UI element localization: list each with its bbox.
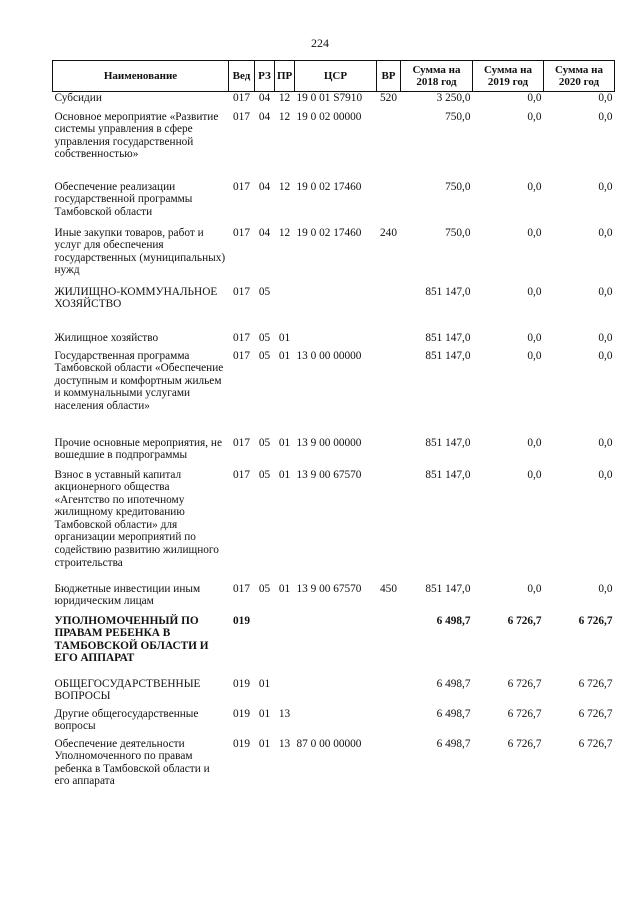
row-csr [295, 615, 377, 678]
row-sum-2018: 6 498,7 [436, 737, 471, 750]
row-sum-2019: 6 726,7 [507, 614, 542, 627]
header-pr: ПР [275, 61, 295, 92]
row-rz: 01 [258, 737, 271, 750]
row-sum-2020: 6 726,7 [578, 614, 613, 627]
row-sum-2020: 0,0 [598, 582, 613, 595]
row-vr [377, 332, 401, 350]
row-pr: 12 [278, 180, 291, 193]
row-csr: 13 9 00 67570 [296, 582, 362, 595]
row-sum-2020: 0,0 [598, 285, 613, 298]
row-name: Обеспечение реализации государственной программы Тамбовской области [54, 180, 193, 218]
row-csr: 13 0 00 00000 [296, 349, 362, 362]
header-csr: ЦСР [295, 61, 377, 92]
row-vr [377, 678, 401, 708]
table-row [53, 583, 615, 615]
row-ved: 017 [233, 226, 250, 239]
table-row [53, 332, 615, 350]
row-sum-2018: 750,0 [445, 226, 471, 239]
row-sum-2020: 6 726,7 [578, 707, 613, 720]
row-vr [377, 286, 401, 332]
header-vr: ВР [377, 61, 401, 92]
table-row [53, 350, 615, 437]
row-rz: 05 [258, 436, 271, 449]
header-ved: Вед [229, 61, 255, 92]
row-name: Жилищное хозяйство [54, 331, 159, 344]
row-pr: 01 [278, 468, 291, 481]
table-row [53, 469, 615, 583]
row-rz: 04 [258, 180, 271, 193]
row-name: Другие общегосударственные вопросы [54, 707, 199, 733]
row-rz: 05 [258, 349, 271, 362]
row-sum-2019: 6 726,7 [507, 677, 542, 690]
row-sum-2018: 851 147,0 [425, 436, 471, 449]
table-row [53, 738, 615, 798]
row-csr: 19 0 02 17460 [296, 226, 362, 239]
row-ved: 019 [233, 677, 250, 690]
row-name: Субсидии [54, 92, 102, 104]
row-csr: 19 0 02 00000 [296, 110, 362, 123]
row-name: Государственная программа Тамбовской области «Обеспечение доступным и комфортным жильем и коммунальными услугами населения области» [54, 349, 224, 412]
row-sum-2018: 6 498,7 [436, 677, 471, 690]
row-rz: 01 [258, 677, 271, 690]
row-vr [377, 708, 401, 738]
row-pr: 01 [278, 436, 291, 449]
row-sum-2018: 750,0 [445, 110, 471, 123]
row-sum-2019: 6 726,7 [507, 707, 542, 720]
header-sum-2020: Сумма на 2020 год [544, 61, 615, 92]
row-csr: 19 0 02 17460 [296, 180, 362, 193]
row-vr: 520 [380, 92, 397, 104]
row-sum-2019: 0,0 [527, 582, 542, 595]
header-name: Наименование [53, 61, 229, 92]
row-pr: 12 [278, 92, 291, 104]
row-pr: 13 [278, 707, 291, 720]
row-pr: 01 [278, 331, 291, 344]
table-row [53, 437, 615, 469]
row-rz: 04 [258, 92, 271, 104]
row-ved: 019 [233, 707, 250, 720]
row-vr [377, 350, 401, 437]
row-sum-2018: 6 498,7 [436, 707, 471, 720]
row-ved: 017 [233, 349, 250, 362]
row-pr [275, 678, 295, 708]
header-sum-2019: Сумма на 2019 год [473, 61, 544, 92]
row-csr [295, 678, 377, 708]
row-sum-2020: 0,0 [598, 226, 613, 239]
row-sum-2020: 0,0 [598, 349, 613, 362]
row-vr [377, 615, 401, 678]
row-sum-2019: 0,0 [527, 92, 542, 104]
row-pr: 13 [278, 737, 291, 750]
row-ved: 017 [233, 468, 250, 481]
row-sum-2020: 0,0 [598, 436, 613, 449]
row-rz: 05 [258, 468, 271, 481]
row-ved: 017 [233, 180, 250, 193]
table-row [53, 615, 615, 678]
row-vr: 450 [380, 582, 397, 595]
row-pr: 12 [278, 110, 291, 123]
row-name: Иные закупки товаров, работ и услуг для обеспечения государственных (муниципальных) нужд [54, 226, 226, 277]
row-csr: 19 0 01 S7910 [296, 92, 363, 104]
row-sum-2018: 851 147,0 [425, 468, 471, 481]
row-sum-2020: 0,0 [598, 92, 613, 104]
header-rz: РЗ [255, 61, 275, 92]
row-sum-2018: 750,0 [445, 180, 471, 193]
row-sum-2020: 0,0 [598, 110, 613, 123]
table-row [53, 111, 615, 181]
row-sum-2020: 0,0 [598, 180, 613, 193]
table-row [53, 181, 615, 227]
table-row [53, 92, 615, 111]
row-sum-2019: 6 726,7 [507, 737, 542, 750]
row-name: Прочие основные мероприятия, не вошедшие в подпрограммы [54, 436, 222, 462]
row-pr [275, 286, 295, 332]
row-sum-2020: 6 726,7 [578, 677, 613, 690]
budget-table [52, 60, 615, 798]
row-sum-2018: 851 147,0 [425, 285, 471, 298]
table-header-row [53, 61, 615, 92]
row-vr: 240 [380, 226, 397, 239]
page-number: 224 [311, 36, 329, 50]
row-vr [377, 437, 401, 469]
row-rz: 01 [258, 707, 271, 720]
row-rz [255, 615, 275, 678]
row-sum-2020: 0,0 [598, 468, 613, 481]
row-csr: 13 9 00 00000 [296, 436, 362, 449]
row-sum-2019: 0,0 [527, 468, 542, 481]
row-sum-2019: 0,0 [527, 331, 542, 344]
row-rz: 05 [258, 331, 271, 344]
row-vr [377, 111, 401, 181]
row-pr: 01 [278, 349, 291, 362]
row-sum-2019: 0,0 [527, 349, 542, 362]
row-sum-2020: 6 726,7 [578, 737, 613, 750]
table-row [53, 227, 615, 286]
row-rz: 04 [258, 110, 271, 123]
header-sum-2018: Сумма на 2018 год [401, 61, 473, 92]
row-csr [295, 708, 377, 738]
row-pr [275, 615, 295, 678]
row-ved: 017 [233, 92, 250, 104]
row-vr [377, 181, 401, 227]
row-ved: 019 [233, 737, 250, 750]
row-name: УПОЛНОМОЧЕННЫЙ ПО ПРАВАМ РЕБЕНКА В ТАМБОВСКОЙ ОБЛАСТИ И ЕГО АППАРАТ [54, 614, 209, 665]
table-row [53, 708, 615, 738]
row-name: Обеспечение деятельности Уполномоченного по правам ребенка в Тамбовской области и его аппарата [54, 737, 210, 788]
row-name: Бюджетные инвестиции иным юридическим лицам [54, 582, 201, 608]
row-sum-2020: 0,0 [598, 331, 613, 344]
row-vr [377, 738, 401, 798]
row-ved: 017 [233, 110, 250, 123]
row-sum-2018: 851 147,0 [425, 349, 471, 362]
row-ved: 017 [233, 285, 250, 298]
row-rz: 05 [258, 582, 271, 595]
row-vr [377, 469, 401, 583]
row-rz: 05 [258, 285, 271, 298]
row-ved: 017 [233, 582, 250, 595]
row-ved: 019 [233, 614, 250, 627]
row-rz: 04 [258, 226, 271, 239]
row-ved: 017 [233, 331, 250, 344]
row-sum-2018: 851 147,0 [425, 331, 471, 344]
row-sum-2019: 0,0 [527, 285, 542, 298]
table-row [53, 286, 615, 332]
table-row [53, 678, 615, 708]
row-name: ЖИЛИЩНО-КОММУНАЛЬНОЕ ХОЗЯЙСТВО [54, 285, 218, 311]
row-csr [295, 286, 377, 332]
row-name: Взнос в уставный капитал акционерного общества «Агентство по ипотечному жилищному кредитованию Тамбовской области» для организации мероприятий по содействию развитию жилищного строительства [54, 468, 219, 569]
row-csr: 13 9 00 67570 [296, 468, 362, 481]
row-sum-2018: 851 147,0 [425, 582, 471, 595]
row-sum-2018: 6 498,7 [436, 614, 471, 627]
row-name: ОБЩЕГОСУДАРСТВЕННЫЕ ВОПРОСЫ [54, 677, 201, 703]
row-csr: 87 0 00 00000 [296, 737, 362, 750]
row-sum-2019: 0,0 [527, 226, 542, 239]
row-pr: 01 [278, 582, 291, 595]
row-sum-2019: 0,0 [527, 110, 542, 123]
row-pr: 12 [278, 226, 291, 239]
row-sum-2018: 3 250,0 [436, 92, 471, 104]
row-ved: 017 [233, 436, 250, 449]
row-csr [295, 332, 377, 350]
row-sum-2019: 0,0 [527, 436, 542, 449]
row-name: Основное мероприятие «Развитие системы управления в сфере управления государственной собственностью» [54, 110, 219, 161]
row-sum-2019: 0,0 [527, 180, 542, 193]
